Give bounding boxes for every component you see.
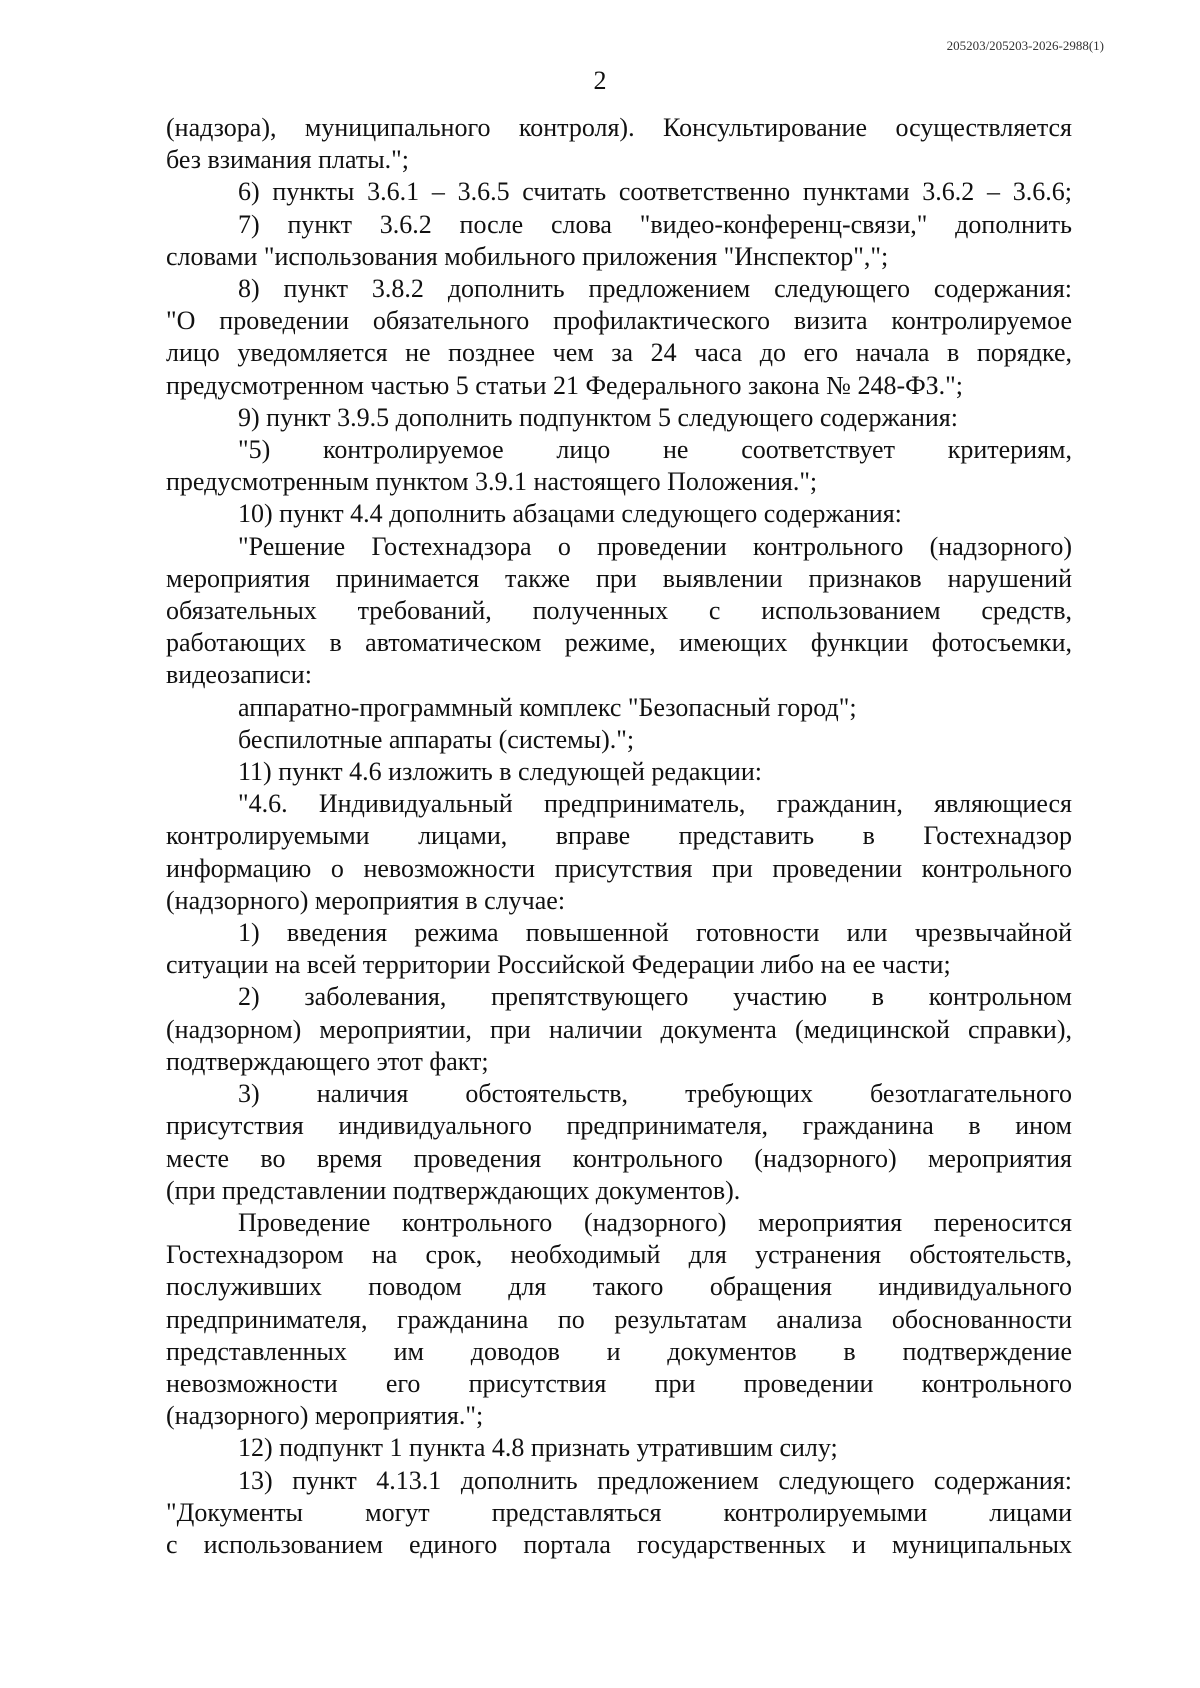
text-line: 10) пункт 4.4 дополнить абзацами следующего содержания: — [238, 499, 902, 529]
text-line: видеозаписи: — [166, 660, 312, 690]
text-line: "О проведении обязательного профилактического визита контролируемое — [166, 306, 1072, 336]
text-line: 12) подпункт 1 пункта 4.8 признать утратившим силу; — [238, 1433, 838, 1463]
text-line: предусмотренном частью 5 статьи 21 Федерального закона № 248-ФЗ."; — [166, 370, 963, 400]
text-line: без взимания платы."; — [166, 145, 410, 175]
text-line: представленных им доводов и документов в подтверждение — [166, 1336, 1072, 1366]
text-line: (при представлении подтверждающих документов). — [166, 1175, 741, 1205]
text-line: мероприятия принимается также при выявлении признаков нарушений — [166, 563, 1072, 593]
text-line: 2) заболевания, препятствующего участию в контрольном — [238, 982, 1072, 1012]
text-line: 9) пункт 3.9.5 дополнить подпунктом 5 следующего содержания: — [238, 402, 958, 432]
text-line: месте во время проведения контрольного (надзорного) мероприятия — [166, 1143, 1072, 1173]
text-line: невозможности его присутствия при проведении контрольного — [166, 1368, 1072, 1398]
text-line: 13) пункт 4.13.1 дополнить предложением следующего содержания: — [238, 1465, 1072, 1495]
text-line: контролируемыми лицами, вправе представить в Гостехнадзор — [166, 821, 1072, 851]
text-line: "Решение Гостехнадзора о проведении контрольного (надзорного) — [238, 531, 1072, 561]
text-line: "Документы могут представляться контролируемыми лицами — [166, 1497, 1072, 1527]
text-line: 6) пункты 3.6.1 – 3.6.5 считать соответственно пунктами 3.6.2 – 3.6.6; — [238, 177, 1072, 207]
text-line: Гостехнадзором на срок, необходимый для устранения обстоятельств, — [166, 1240, 1072, 1270]
page-number: 2 — [593, 66, 607, 95]
text-line: предпринимателя, гражданина по результатам анализа обоснованности — [166, 1304, 1072, 1334]
text-line: (надзорном) мероприятии, при наличии документа (медицинской справки), — [166, 1014, 1072, 1044]
text-line: аппаратно-программный комплекс "Безопасный город"; — [238, 692, 857, 722]
text-line: 8) пункт 3.8.2 дополнить предложением следующего содержания: — [238, 274, 1072, 304]
text-line: 7) пункт 3.6.2 после слова "видео-конференц-связи," дополнить — [238, 209, 1072, 239]
text-line: послуживших поводом для такого обращения индивидуального — [166, 1272, 1072, 1302]
document-registration-number: 205203/205203-2026-2988(1) — [946, 38, 1104, 53]
text-line: Проведение контрольного (надзорного) мероприятия переносится — [238, 1207, 1072, 1237]
text-line: работающих в автоматическом режиме, имеющих функции фотосъемки, — [166, 628, 1072, 658]
text-line: обязательных требований, полученных с использованием средств, — [166, 596, 1072, 626]
text-line: (надзорного) мероприятия."; — [166, 1401, 484, 1431]
text-line: предусмотренным пунктом 3.9.1 настоящего Положения."; — [166, 467, 818, 497]
text-line: информацию о невозможности присутствия при проведении контрольного — [166, 853, 1072, 883]
text-line: лицо уведомляется не позднее чем за 24 часа до его начала в порядке, — [166, 338, 1072, 368]
document-body — [166, 112, 1072, 1561]
text-line: 3) наличия обстоятельств, требующих безотлагательного — [238, 1079, 1072, 1109]
text-line: словами "использования мобильного приложения "Инспектор","; — [166, 241, 889, 271]
text-line: с использованием единого портала государственных и муниципальных — [166, 1529, 1072, 1559]
text-line: "4.6. Индивидуальный предприниматель, гражданин, являющиеся — [238, 789, 1072, 819]
text-line: ситуации на всей территории Российской Федерации либо на ее части; — [166, 950, 951, 980]
text-line: беспилотные аппараты (системы)."; — [238, 724, 635, 754]
text-line: подтверждающего этот факт; — [166, 1046, 489, 1076]
text-line: (надзорного) мероприятия в случае: — [166, 885, 566, 915]
text-line: (надзора), муниципального контроля). Консультирование осуществляется — [166, 113, 1072, 142]
text-line: 1) введения режима повышенной готовности или чрезвычайной — [238, 918, 1072, 948]
text-line: присутствия индивидуального предпринимателя, гражданина в ином — [166, 1111, 1072, 1141]
text-line: 11) пункт 4.6 изложить в следующей редакции: — [238, 757, 762, 787]
text-line: "5) контролируемое лицо не соответствует критериям, — [238, 435, 1072, 465]
